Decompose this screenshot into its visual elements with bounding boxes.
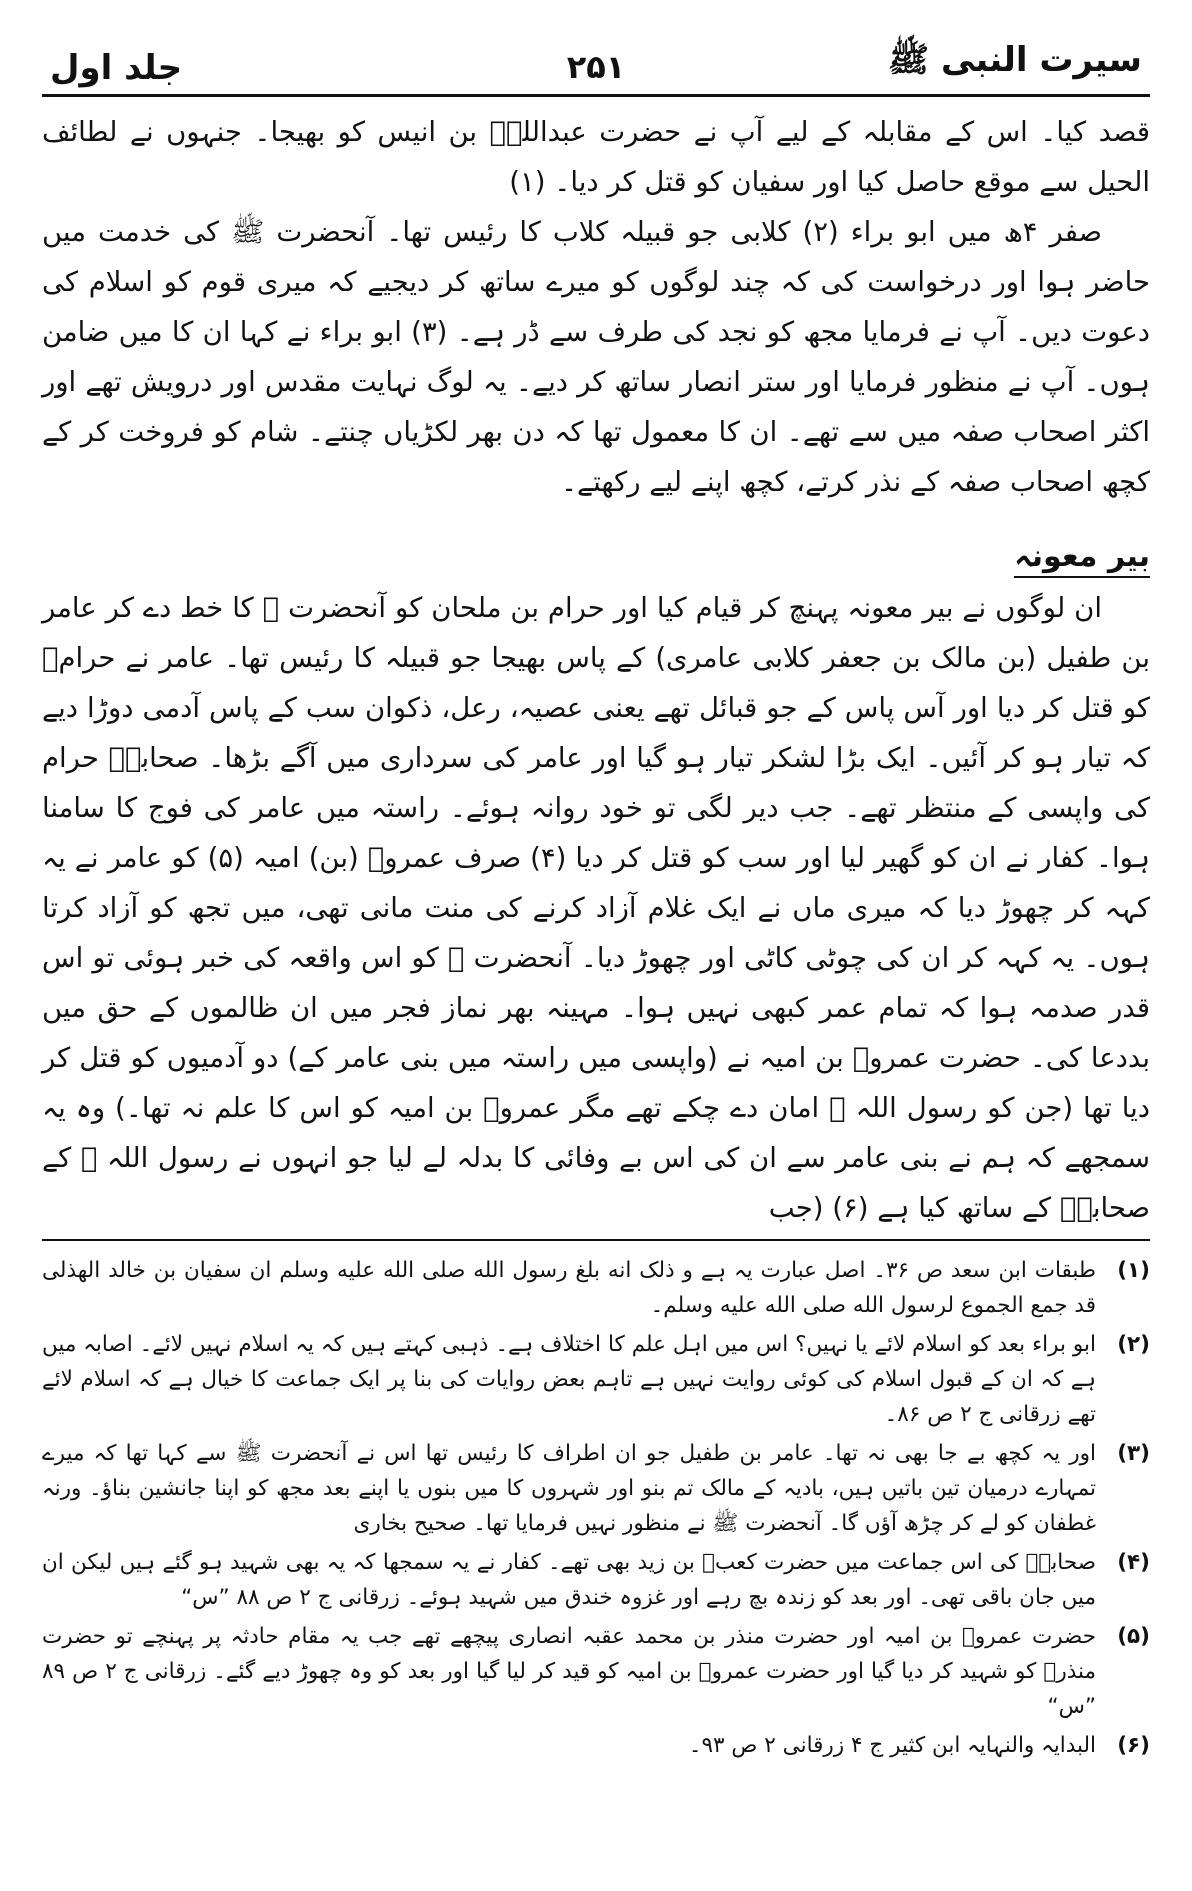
footnote-text: اور یہ کچھ بے جا بھی نہ تھا۔ عامر بن طفیل جو ان اطراف کا رئیس تھا اس نے آنحضرت ﷺ سے کہا تھا کہ میرے تمہارے درمیان تین باتیں ہیں، بادیہ کے مالک تم بنو اور شہروں کا میں بنوں یا اپنے بعد مجھ کو اپنا جانشین بناؤ۔ ورنہ غطفان کو لے کر چڑھ آؤں گا۔ آنحضرت ﷺ نے منظور نہیں فرمایا تھا۔ صحیح بخاری [42, 1441, 1096, 1536]
footnote-divider [42, 1239, 1150, 1241]
footnote [42, 1253, 1150, 1323]
footnote-number: (۶) [1117, 1733, 1150, 1758]
volume-label: جلد اول [50, 48, 183, 88]
section-heading [42, 535, 1150, 579]
footnote [42, 1619, 1150, 1724]
footnotes [42, 1253, 1150, 1763]
main-text [42, 107, 1150, 1233]
footnote-number: (۴) [1117, 1550, 1150, 1575]
footnote [42, 1545, 1150, 1615]
footnote [42, 1728, 1150, 1763]
section-heading-text: بیر معونہ [1014, 539, 1150, 578]
footnote-number: (۵) [1117, 1624, 1150, 1649]
footnote-text: حضرت عمروؓ بن امیہ اور حضرت منذر بن محمد عقبہ انصاری پیچھے تھے جب یہ مقام حادثہ پر پہنچے تو حضرت منذرؓ کو شہید کر دیا گیا اور حضرت عمروؓ بن امیہ کو قید کر لیا گیا اور بعد کو وہ چھوڑ دیے گئے۔ زرقانی ج ۲ ص ۸۹ ”س“ [42, 1624, 1096, 1719]
paragraph: صفر ۴ھ میں ابو براء (۲) کلابی جو قبیلہ کلاب کا رئیس تھا۔ آنحضرت ﷺ کی خدمت میں حاضر ہوا اور درخواست کی کہ چند لوگوں کو میرے ساتھ کر دیجیے کہ میری قوم کو اسلام کی دعوت دیں۔ آپ نے فرمایا مجھ کو نجد کی طرف سے ڈر ہے۔ (۳) ابو براء نے کہا ان کا میں ضامن ہوں۔ آپ نے منظور فرمایا اور ستر انصار ساتھ کر دیے۔ یہ لوگ نہایت مقدس اور درویش تھے اور اکثر اصحاب صفہ میں سے تھے۔ ان کا معمول تھا کہ دن بھر لکڑیاں چنتے۔ شام کو فروخت کر کے کچھ اصحاب صفہ کے نذر کرتے، کچھ اپنے لیے رکھتے۔ [42, 216, 1151, 498]
footnote-text: طبقات ابن سعد ص ۳۶۔ اصل عبارت یہ ہے و ذلک انه بلغ رسول الله صلی الله علیه وسلم ان سفیان بن خالد الهذلی قد جمع الجموع لرسول الله صلی الله علیه وسلم۔ [42, 1258, 1096, 1318]
footnote-text: البدایہ والنہایہ ابن کثیر ج ۴ زرقانی ۲ ص ۹۳۔ [688, 1733, 1096, 1758]
footnote [42, 1327, 1150, 1432]
footnote-text: ابو براء بعد کو اسلام لائے یا نہیں؟ اس میں اہل علم کا اختلاف ہے۔ ذہبی کہتے ہیں کہ یہ اسلام نہیں لائے۔ اصابہ میں ہے کہ ان کے قبول اسلام کی کوئی روایت نہیں ہے تاہم بعض روایات کی بنا پر ایک جماعت کا خیال ہے کہ اسلام لائے تھے زرقانی ج ۲ ص ۸۶۔ [42, 1332, 1096, 1427]
page-header [42, 30, 1150, 97]
footnote-number: (۱) [1117, 1258, 1150, 1283]
footnote-text: صحابہؓ کی اس جماعت میں حضرت کعبؓ بن زید بھی تھے۔ کفار نے یہ سمجھا کہ یہ بھی شہید ہو گئے ہیں لیکن ان میں جان باقی تھی۔ اور بعد کو زندہ بچ رہے اور غزوہ خندق میں شہید ہوئے۔ زرقانی ج ۲ ص ۸۸ ”س“ [42, 1550, 1096, 1610]
footnote-number: (۲) [1117, 1332, 1150, 1357]
paragraph: قصد کیا۔ اس کے مقابلہ کے لیے آپ نے حضرت عبداللہؓ بن انیس کو بھیجا۔ جنہوں نے لطائف الحیل سے موقع حاصل کیا اور سفیان کو قتل کر دیا۔ (۱) [42, 116, 1150, 198]
footnote-number: (۳) [1117, 1441, 1150, 1466]
paragraph: ان لوگوں نے بیر معونہ پہنچ کر قیام کیا اور حرام بن ملحان کو آنحضرت ﷺ کا خط دے کر عامر بن طفیل (بن مالک بن جعفر کلابی عامری) کے پاس بھیجا جو قبیلہ کا رئیس تھا۔ عامر نے حرامؓ کو قتل کر دیا اور آس پاس کے جو قبائل تھے یعنی عصیہ، رعل، ذکوان سب کے پاس آدمی دوڑا دیے کہ تیار ہو کر آئیں۔ ایک بڑا لشکر تیار ہو گیا اور عامر کی سرداری میں آگے بڑھا۔ صحابہؓ حرام کی واپسی کے منتظر تھے۔ جب دیر لگی تو خود روانہ ہوئے۔ راستہ میں عامر کی فوج کا سامنا ہوا۔ کفار نے ان کو گھیر لیا اور سب کو قتل کر دیا (۴) صرف عمروؓ (بن) امیہ (۵) کو عامر نے یہ کہہ کر چھوڑ دیا کہ میری ماں نے ایک غلام آزاد کرنے کی منت مانی تھی، میں تجھ کو آزاد کرتا ہوں۔ یہ کہہ کر ان کی چوٹی کاٹی اور چھوڑ دیا۔ آنحضرت ﷺ کو اس واقعہ کی خبر ہوئی تو اس قدر صدمہ ہوا کہ تمام عمر کبھی نہیں ہوا۔ مہینہ بھر نماز فجر میں ان ظالموں کے حق میں بددعا کی۔ حضرت عمروؓ بن امیہ نے (واپسی میں راستہ میں بنی عامر کے) دو آدمیوں کو قتل کر دیا تھا (جن کو رسول اللہ ﷺ امان دے چکے تھے مگر عمروؓ بن امیہ کو اس کا علم نہ تھا۔) وہ یہ سمجھے کہ ہم نے بنی عامر سے ان کی اس بے وفائی کا بدلہ لے لیا جو انہوں نے رسول اللہ ﷺ کے صحابہؓ کے ساتھ کیا ہے (۶) (جب [42, 592, 1150, 1224]
book-page [42, 30, 1150, 1860]
running-title: سیرت النبی ﷺ [888, 40, 1142, 80]
page-number: ۲۵۱ [566, 48, 626, 86]
footnote [42, 1436, 1150, 1541]
